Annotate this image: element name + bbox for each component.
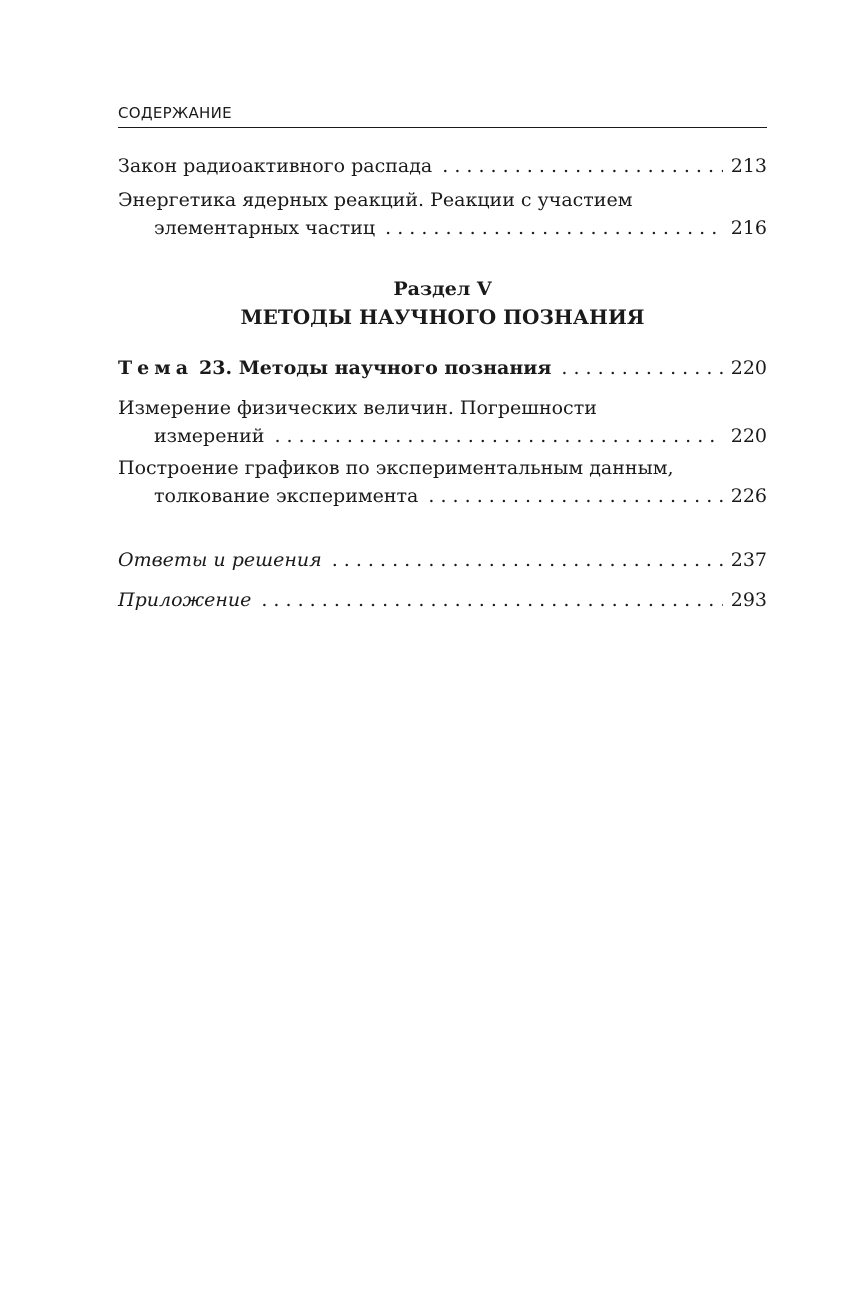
toc-page-number: 293	[730, 589, 767, 611]
toc-entry-title: Энергетика ядерных реакций. Реакции с участием	[118, 189, 633, 211]
toc-entry[interactable]	[118, 586, 767, 614]
dot-leader	[385, 214, 723, 242]
toc-topic[interactable]	[118, 354, 767, 382]
section-title: МЕТОДЫ НАУЧНОГО ПОЗНАНИЯ	[240, 305, 645, 329]
dot-leader	[261, 586, 722, 614]
toc-entry[interactable]	[118, 454, 767, 510]
section-number: Раздел V	[393, 278, 492, 300]
toc-page-number: 220	[730, 357, 767, 379]
dot-leader	[274, 422, 722, 450]
toc-entry-title-continued: толкование эксперимента	[154, 485, 419, 507]
toc-entry[interactable]	[118, 394, 767, 450]
toc-page-number: 237	[730, 549, 767, 571]
toc-page-number: 220	[730, 425, 767, 447]
toc-entry[interactable]	[118, 186, 767, 242]
toc-page-number: 213	[730, 155, 767, 177]
toc-entry-title: Построение графиков по экспериментальным данным,	[118, 457, 674, 479]
toc-entry-title: Измерение физических величин. Погрешности	[118, 397, 597, 419]
toc-entry-title: Закон радиоактивного распада	[118, 155, 433, 177]
dot-leader	[428, 482, 722, 510]
toc-entry[interactable]	[118, 152, 767, 180]
toc-entry-title-continued: измерений	[154, 425, 265, 447]
toc-entry-title: Ответы и решения	[118, 549, 322, 571]
toc-entry[interactable]	[118, 546, 767, 574]
topic-title: 23. Методы научного познания	[199, 357, 552, 379]
dot-leader	[561, 354, 722, 382]
toc-group-top	[118, 152, 767, 242]
topic-prefix: Тема	[118, 357, 194, 379]
toc-page-number: 226	[730, 485, 767, 507]
toc-entry-title: Приложение	[118, 589, 252, 611]
running-head: СОДЕРЖАНИЕ	[118, 104, 232, 122]
toc-group-appendix	[118, 546, 767, 614]
dot-leader	[332, 546, 723, 574]
toc-group-section	[118, 394, 767, 510]
toc-entry-title-continued: элементарных частиц	[154, 217, 376, 239]
header-rule	[118, 127, 767, 128]
toc-page-number: 216	[730, 217, 767, 239]
dot-leader	[442, 152, 723, 180]
